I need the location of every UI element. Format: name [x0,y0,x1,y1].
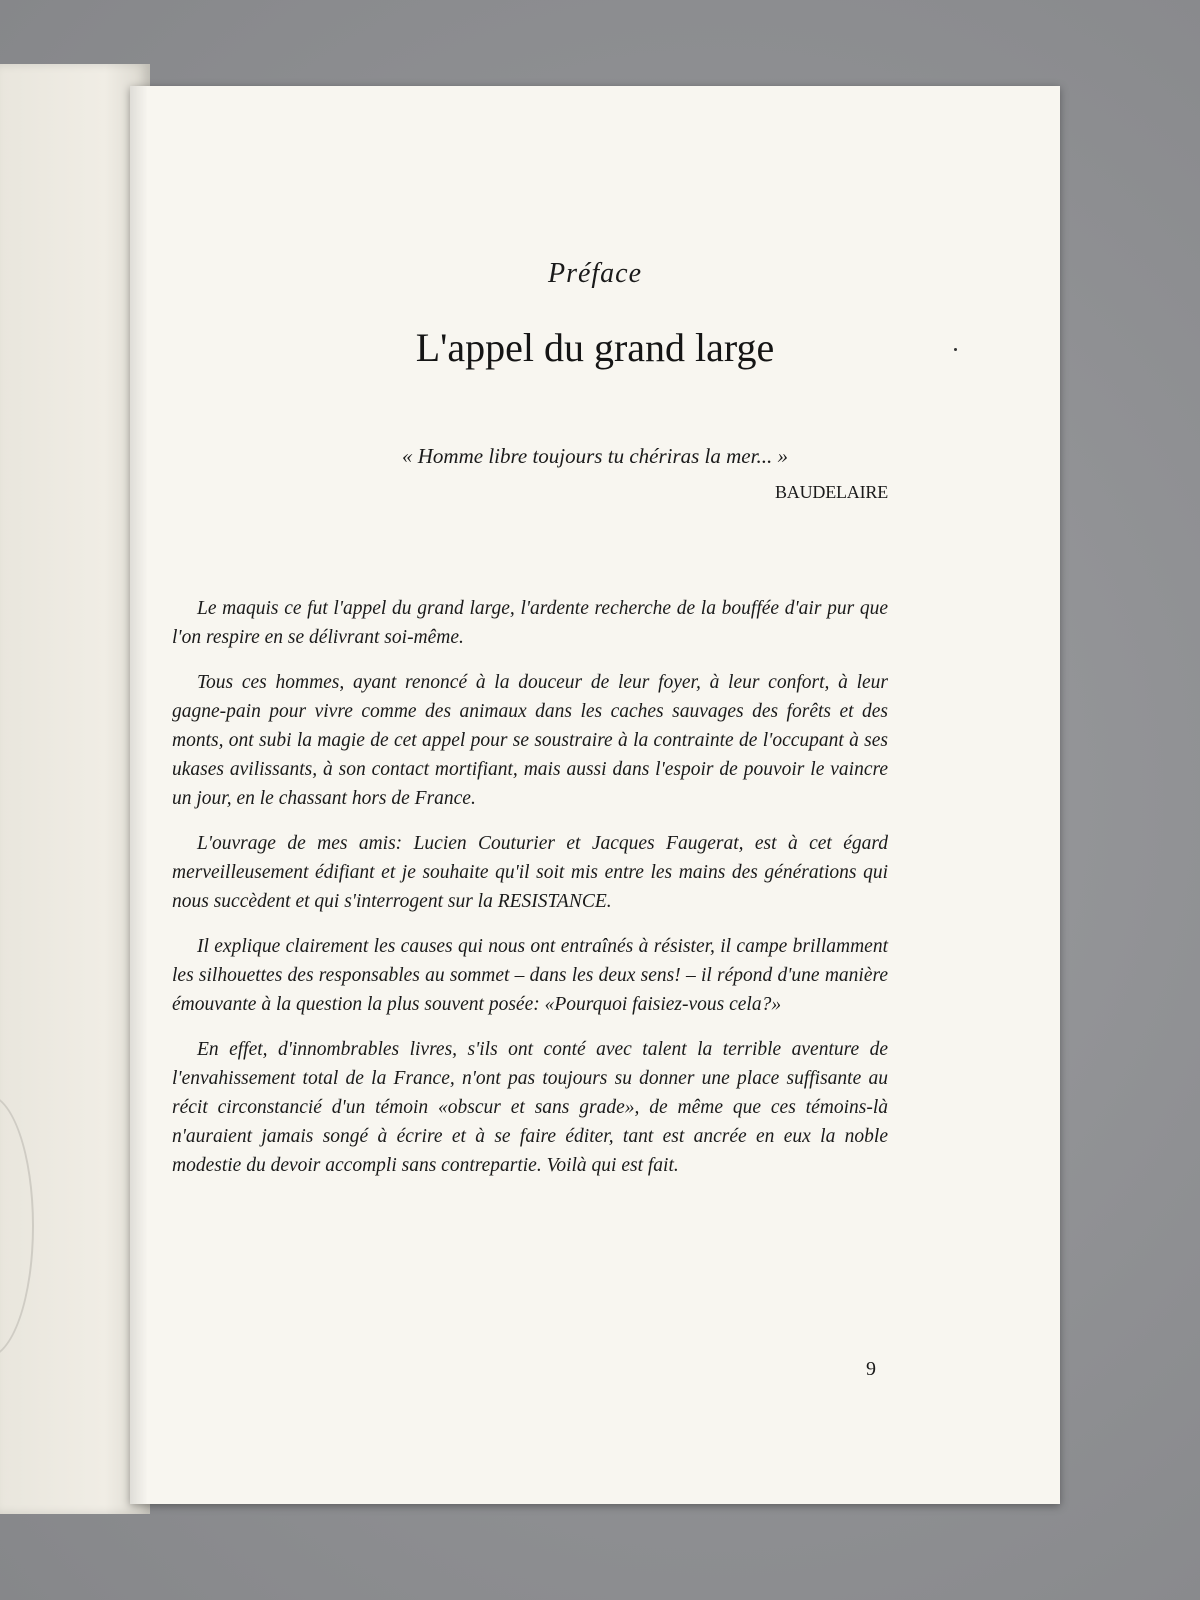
paragraph: Le maquis ce fut l'appel du grand large, l'ardente recherche de la bouffée d'air pur que l'on respire en se délivrant soi-même. [172,598,888,648]
page-gutter-shadow [130,86,148,1504]
page-title: L'appel du grand large [415,325,775,370]
body-text [172,594,888,1196]
page-number: 9 [866,1358,876,1380]
left-page-edge [0,64,150,1514]
paragraph: Il explique clairement les causes qui nous ont entraînés à résister, il campe brillamment les silhouettes des responsables au sommet – dans les deux sens! – il répond d'une manière émouvante à la question la plus souvent posée: «Pourquoi faisiez-vous cela?» [172,936,888,1015]
paragraph: Tous ces hommes, ayant renoncé à la douceur de leur foyer, à leur confort, à leur gagne-pain pour vivre comme des animaux dans les caches sauvages des forêts et des monts, ont subi la magie de cet appel pour se soustraire à la contrainte de l'occupant à ses ukases avilissants, à son contact mortifiant, mais aussi dans l'espoir de pouvoir le vaincre un jour, en le chassant hors de France. [172,672,888,809]
paragraph: L'ouvrage de mes amis: Lucien Couturier et Jacques Faugerat, est à cet égard merveilleusement édifiant et je souhaite qu'il soit mis entre les mains des générations qui nous succèdent et qui s'interrogent sur la RESISTANCE. [172,833,888,912]
epigraph-quote: « Homme libre toujours tu chériras la mer... » [402,444,788,468]
section-kicker: Préface [547,258,643,289]
paragraph: En effet, d'innombrables livres, s'ils ont conté avec talent la terrible aventure de l'envahissement total de la France, n'ont pas toujours su donner une place suffisante au récit circonstancié d'un témoin «obscur et sans grade», de même que ces témoins-là n'auraient jamais songé à écrire et à se faire éditer, tant est ancrée en eux la noble modestie du devoir accompli sans contrepartie. Voilà qui est fait. [172,1039,888,1176]
left-page-illustration [0,1094,34,1358]
book-page [130,86,1060,1504]
epigraph-author: BAUDELAIRE [775,482,888,502]
